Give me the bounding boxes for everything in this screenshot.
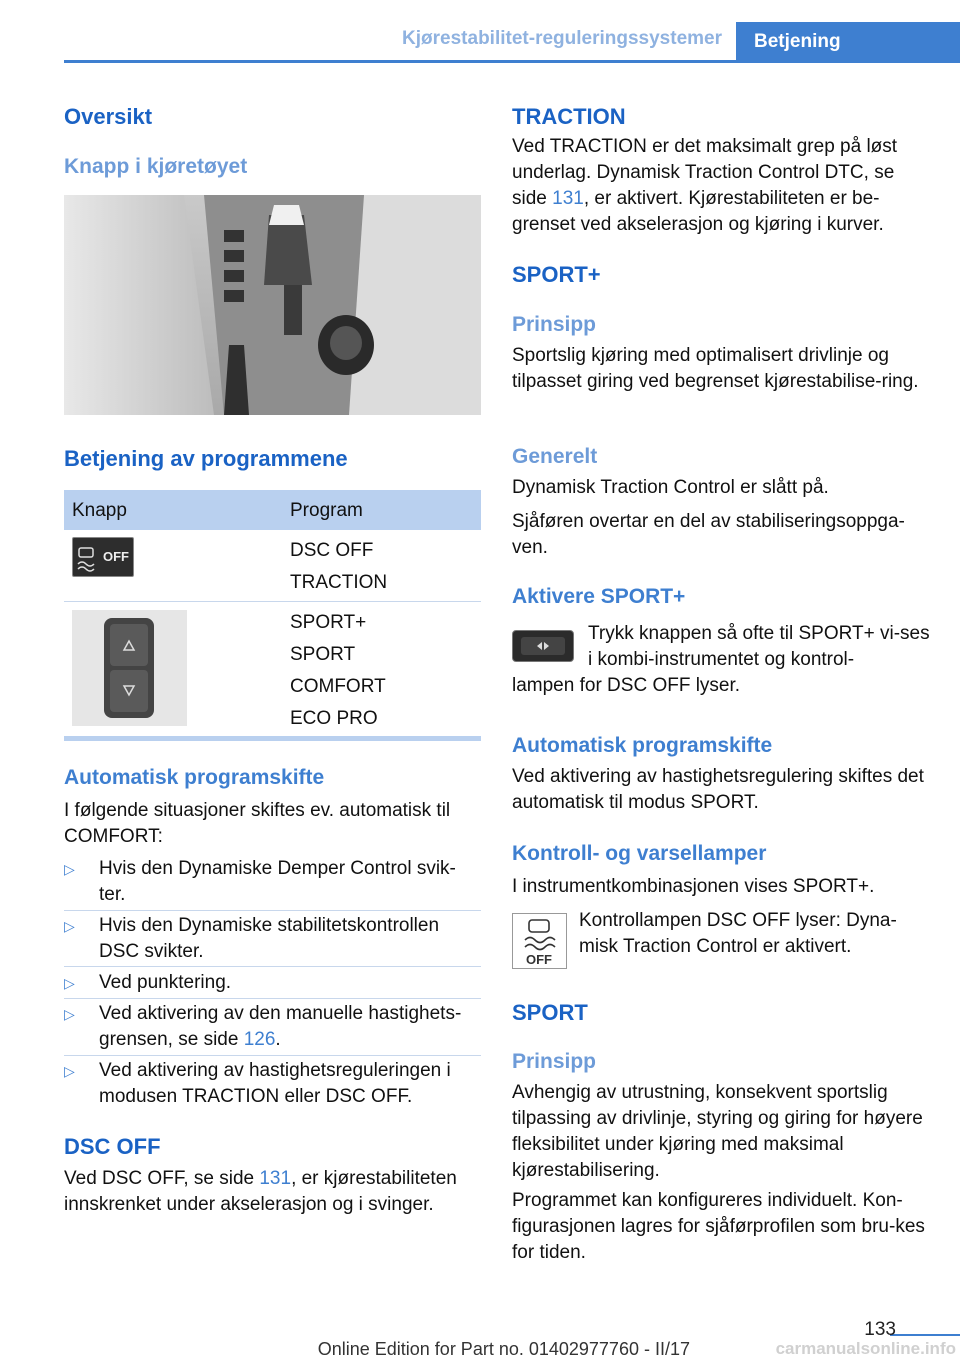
footer-rule xyxy=(890,1334,960,1336)
list-divider xyxy=(64,910,481,911)
heading-sport-plus: SPORT+ xyxy=(512,262,601,287)
bullet-triangle-icon: ▷ xyxy=(64,918,75,934)
dsc-off-button-label: OFF xyxy=(103,549,129,564)
page-link-126[interactable]: 126 xyxy=(243,1029,276,1050)
list-divider xyxy=(64,998,481,999)
bullet-triangle-icon: ▷ xyxy=(64,975,75,991)
console-photo xyxy=(64,195,481,415)
dsc-off-lamp-icon xyxy=(512,913,567,969)
list-divider xyxy=(64,966,481,967)
lamp-off-label: OFF xyxy=(526,952,552,967)
bullet-text: Ved aktivering av hastighetsreguleringen i modusen TRACTION eller DSC OFF. xyxy=(99,1060,451,1107)
bullet-text-main: Ved aktivering av den manuelle hastighets-grensen, se side xyxy=(99,1003,462,1050)
heading-aktivere-sport-plus: Aktivere SPORT+ xyxy=(512,585,686,608)
heading-auto-programskifte-2: Automatisk programskifte xyxy=(512,734,773,757)
page-header xyxy=(0,0,960,64)
generelt-text-1: Dynamisk Traction Control er slått på. xyxy=(512,477,829,498)
bullet-text xyxy=(99,1001,481,1053)
bullet-triangle-icon: ▷ xyxy=(64,1063,75,1079)
dsc-off-button-icon xyxy=(72,537,134,577)
lamp-text: Kontrollampen DSC OFF lyser: Dyna-misk Traction Control er aktivert. xyxy=(579,910,897,957)
mode-switch-button-icon xyxy=(512,630,574,662)
page-link-131-traction[interactable]: 131 xyxy=(552,188,584,209)
dsc-off-text xyxy=(64,1166,481,1218)
bullet-text: Hvis den Dynamiske stabilitetskontrollen DSC svikter. xyxy=(99,915,440,962)
bullet-text: Ved punktering. xyxy=(99,972,232,993)
kontroll-text: I instrumentkombinasjonen vises SPORT+. xyxy=(512,876,875,897)
heading-knapp: Knapp i kjøretøyet xyxy=(64,155,248,178)
heading-auto-programskifte: Automatisk programskifte xyxy=(64,766,325,789)
heading-prinsipp-2: Prinsipp xyxy=(512,1050,597,1073)
prinsipp-1-text: Sportslig kjøring med optimalisert drivlinje og tilpasset giring ved begrenset kjørestabilise-ring. xyxy=(512,345,919,392)
edition-info: Online Edition for Part no. 01402977760 - II/17 xyxy=(317,1339,690,1359)
heading-oversikt: Oversikt xyxy=(64,104,153,129)
table-row-divider xyxy=(64,601,481,602)
header-section-title: Kjørestabilitet-reguleringssystemer xyxy=(402,28,722,49)
dsc-off-text-a: Ved DSC OFF, se side xyxy=(64,1168,255,1189)
bullet-triangle-icon: ▷ xyxy=(64,1006,75,1022)
traction-text-a: Ved TRACTION er det maksimalt grep på løst underlag. Dynamisk Traction Control DTC, se side xyxy=(512,136,898,209)
program-dsc-off: DSC OFF xyxy=(290,540,374,561)
program-config-text: Programmet kan konfigureres individuelt. Kon-figurasjonen lagres for sjåførprofilen som bru-kes for tiden. xyxy=(512,1190,925,1263)
page-number: 133 xyxy=(864,1319,896,1340)
heading-traction: TRACTION xyxy=(512,104,626,129)
auto-intro-text: I følgende situasjoner skiftes ev. automatisk til COMFORT: xyxy=(64,800,451,847)
page-link-131[interactable]: 131 xyxy=(259,1168,292,1189)
auto-2-text: Ved aktivering av hastighetsregulering skiftes det automatisk til modus SPORT. xyxy=(512,766,924,813)
aktivere-text-a: Trykk knappen så ofte til SPORT+ vi-ses i kombi-instrumentet og kontrol- xyxy=(588,623,930,670)
traction-text-b: , er aktivert. Kjørestabiliteten er be-grenset ved akselerasjon og kjøring i kurver. xyxy=(512,188,884,235)
program-sport-plus: SPORT+ xyxy=(290,612,367,633)
heading-sport: SPORT xyxy=(512,1000,588,1025)
program-eco-pro: ECO PRO xyxy=(290,708,378,729)
heading-betjening: Betjening av programmene xyxy=(64,446,348,471)
prinsipp-2-text: Avhengig av utrustning, konsekvent sportslig tilpassing av drivlinje, styring og giring for høyere fleksibilitet under kjøring med maksimal kjørestabilisering. xyxy=(512,1082,923,1181)
table-header xyxy=(64,490,481,530)
table-col-knapp: Knapp xyxy=(72,500,127,521)
program-sport: SPORT xyxy=(290,644,356,665)
heading-kontroll-varsellamper: Kontroll- og varsellamper xyxy=(512,842,767,865)
drive-mode-switch-icon xyxy=(72,610,187,726)
bullet-triangle-icon: ▷ xyxy=(64,861,75,877)
table-col-program: Program xyxy=(290,500,363,521)
header-tab: Betjening xyxy=(736,22,960,62)
traction-text xyxy=(512,134,930,238)
program-traction: TRACTION xyxy=(290,572,388,593)
bullet-text-end: . xyxy=(275,1029,281,1050)
heading-prinsipp-1: Prinsipp xyxy=(512,313,597,336)
dsc-off-text-b: , er kjørestabiliteten innskrenket under akselerasjon og i svinger. xyxy=(64,1168,457,1215)
heading-dsc-off: DSC OFF xyxy=(64,1134,161,1159)
watermark: carmanualsonline.info xyxy=(775,1339,956,1358)
bullet-text: Hvis den Dynamiske Demper Control svik-ter. xyxy=(99,858,456,905)
header-rule xyxy=(64,60,960,63)
heading-generelt: Generelt xyxy=(512,445,598,468)
generelt-text-2: Sjåføren overtar en del av stabiliseringsoppga-ven. xyxy=(512,511,905,558)
table-end-rule xyxy=(64,736,481,741)
list-divider xyxy=(64,1055,481,1056)
program-comfort: COMFORT xyxy=(290,676,386,697)
aktivere-text-b: lampen for DSC OFF lyser. xyxy=(512,675,741,696)
